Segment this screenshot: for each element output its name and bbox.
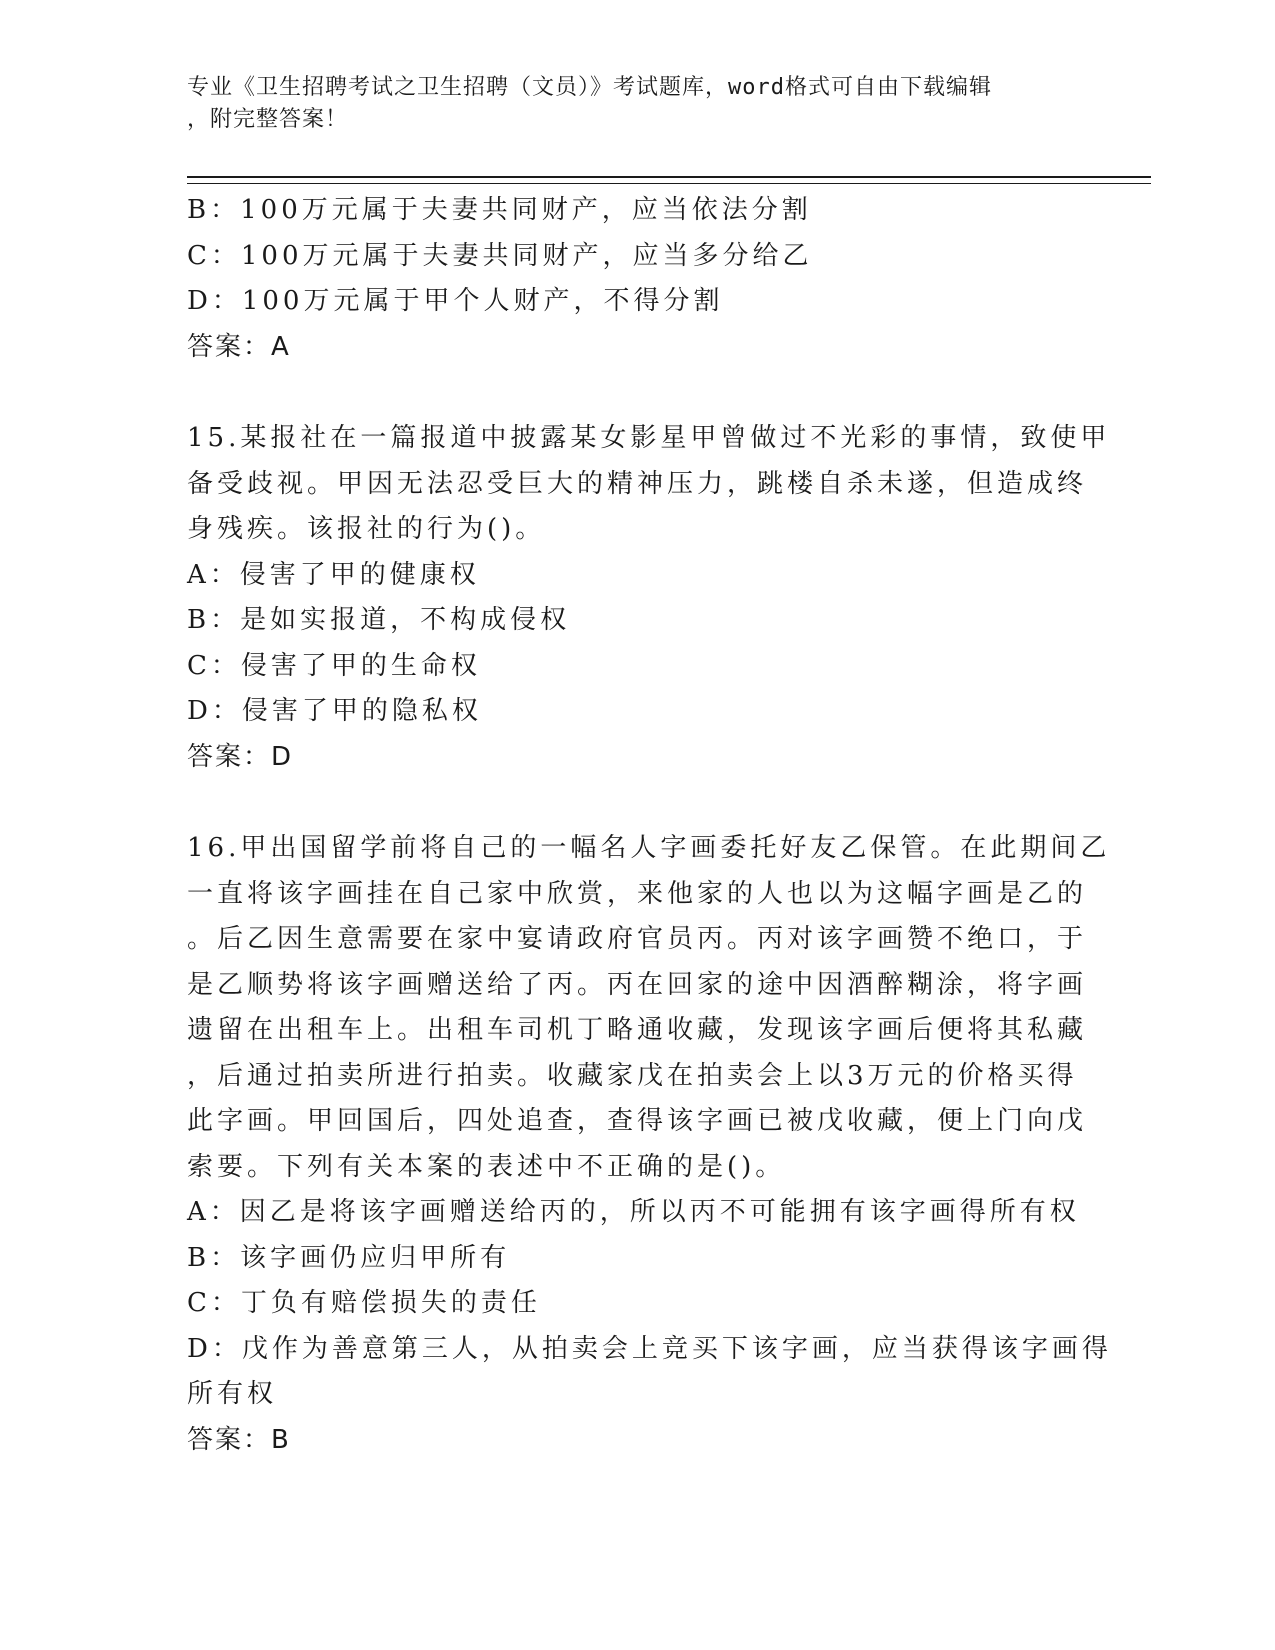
- header-title-line-2: ，附完整答案！: [187, 107, 349, 132]
- q15-stem-line-1: 15.某报社在一篇报道中披露某女影星甲曾做过不光彩的事情，致使甲: [187, 423, 1111, 453]
- question-16: [187, 826, 1112, 1463]
- q16-stem-line-2: 一直将该字画挂在自己家中欣赏，来他家的人也以为这幅字画是乙的: [187, 878, 1088, 909]
- q16-stem-line-6: ，后通过拍卖所进行拍卖。收藏家戊在拍卖会上以3万元的价格买得: [187, 1060, 1078, 1091]
- q16-option-d-line-2: 所有权: [187, 1379, 278, 1409]
- question-body: [187, 188, 1112, 1463]
- q14-answer: 答案：A: [187, 331, 291, 362]
- q16-stem-line-4: 是乙顺势将该字画赠送给了丙。丙在回家的途中因酒醉糊涂，将字画: [187, 969, 1088, 1000]
- q15-answer: 答案：D: [187, 741, 294, 772]
- q15-stem-line-3: 身残疾。该报社的行为()。: [187, 514, 546, 544]
- q16-answer: 答案：B: [187, 1424, 291, 1455]
- q16-option-a: A：因乙是将该字画赠送给丙的，所以丙不可能拥有该字画得所有权: [187, 1197, 1080, 1227]
- header-divider-thin: [187, 183, 1151, 184]
- q16-stem-line-8: 索要。下列有关本案的表述中不正确的是()。: [187, 1151, 786, 1182]
- q15-stem-line-2: 备受歧视。甲因无法忍受巨大的精神压力，跳楼自杀未遂，但造成终: [187, 468, 1088, 499]
- header-title-line-1: 专业《卫生招聘考试之卫生招聘（文员）》考试题库，word格式可自由下载编辑: [187, 75, 992, 100]
- q16-option-d-line-1: D：戊作为善意第三人，从拍卖会上竞买下该字画，应当获得该字画得: [187, 1333, 1112, 1364]
- spacer: [187, 780, 1087, 826]
- q16-stem-line-1: 16.甲出国留学前将自己的一幅名人字画委托好友乙保管。在此期间乙: [187, 833, 1111, 863]
- q15-option-a: A：侵害了甲的健康权: [187, 559, 480, 590]
- q16-stem-line-3: 。后乙因生意需要在家中宴请政府官员丙。丙对该字画赞不绝口，于: [187, 924, 1088, 954]
- q14-option-d: D：100万元属于甲个人财产，不得分割: [187, 286, 724, 316]
- q15-option-b: B：是如实报道，不构成侵权: [187, 605, 571, 635]
- q16-stem-line-5: 遗留在出租车上。出租车司机丁略通收藏，发现该字画后便将其私藏: [187, 1015, 1088, 1045]
- q16-option-c: C：丁负有赔偿损失的责任: [187, 1288, 541, 1318]
- question-14-tail: [187, 188, 1087, 370]
- q15-option-c: C：侵害了甲的生命权: [187, 650, 481, 681]
- q14-option-c: C：100万元属于夫妻共同财产，应当多分给乙: [187, 240, 813, 271]
- header-divider-thick: [187, 176, 1151, 178]
- q15-option-d: D：侵害了甲的隐私权: [187, 696, 482, 726]
- q16-stem-line-7: 此字画。甲回国后，四处追查，查得该字画已被戊收藏，便上门向戊: [187, 1106, 1088, 1136]
- q14-option-b: B：100万元属于夫妻共同财产，应当依法分割: [187, 195, 812, 225]
- document-header: [187, 72, 1067, 136]
- spacer: [187, 370, 1087, 416]
- q16-option-b: B：该字画仍应归甲所有: [187, 1242, 511, 1273]
- question-15: [187, 416, 1111, 780]
